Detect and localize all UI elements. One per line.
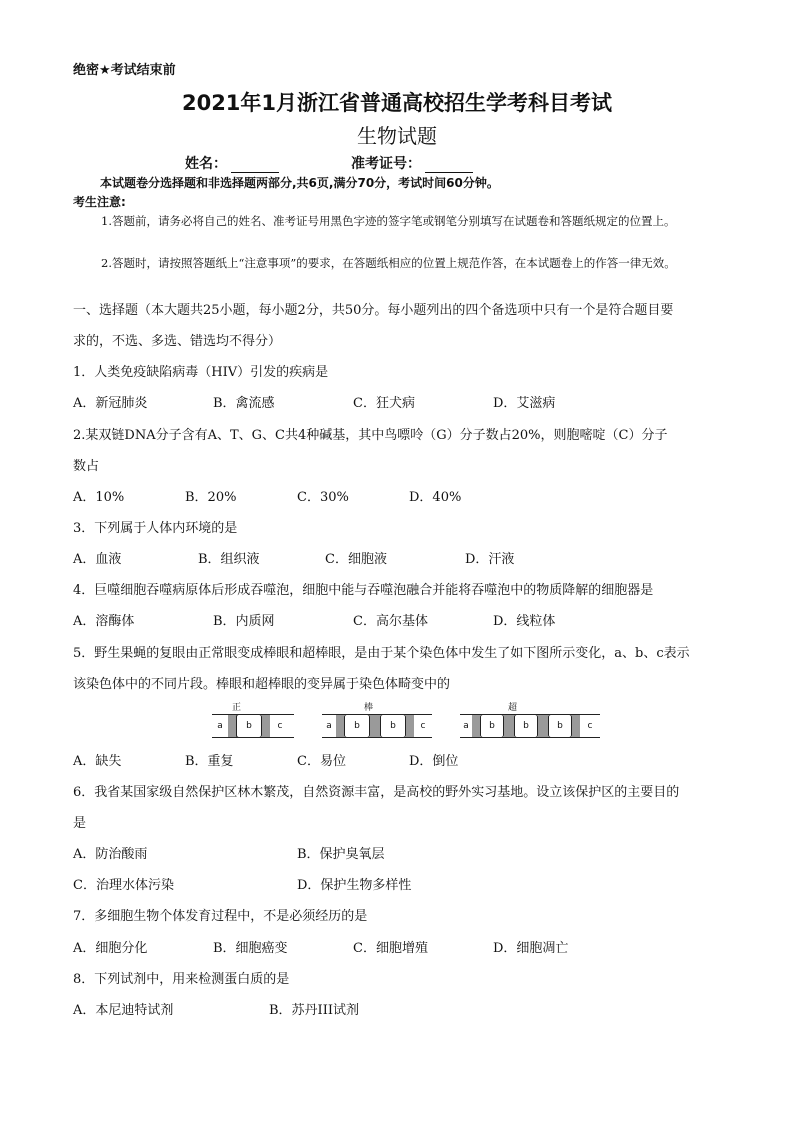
question-8: 8．下列试剂中，用来检测蛋白质的是: [73, 972, 290, 987]
segment-shade: [472, 715, 480, 737]
segment-shade: [504, 715, 514, 737]
option[interactable]: C．治理水体污染: [73, 878, 174, 893]
option[interactable]: B．细胞癌变: [213, 941, 288, 956]
bar-eye-label: 棒: [364, 703, 374, 713]
option[interactable]: D．汗液: [465, 552, 515, 567]
segment-a: a: [463, 721, 469, 731]
question-4: 4．巨噬细胞吞噬病原体后形成吞噬泡，细胞中能与吞噬泡融合并能将吞噬泡中的物质降解的细胞器是: [73, 583, 654, 598]
segment-b: b: [480, 714, 504, 738]
option[interactable]: A．新冠肺炎: [73, 396, 148, 411]
option[interactable]: D．倒位: [409, 754, 459, 769]
segment-c: c: [277, 721, 283, 731]
segment-shade: [228, 715, 236, 737]
option[interactable]: C．细胞液: [325, 552, 387, 567]
exam-number-field[interactable]: [425, 158, 473, 173]
name-label: 姓名：: [185, 156, 227, 172]
option[interactable]: B．组织液: [198, 552, 260, 567]
option[interactable]: D．线粒体: [493, 614, 556, 629]
question-3: 3．下列属于人体内环境的是: [73, 521, 238, 536]
option[interactable]: A．缺失: [73, 754, 122, 769]
option[interactable]: A．血液: [73, 552, 122, 567]
option[interactable]: D．40%: [409, 490, 462, 505]
chromosome-normal: [212, 714, 294, 738]
option[interactable]: B．20%: [185, 490, 237, 505]
segment-a: a: [217, 721, 223, 731]
question-1: 1．人类免疫缺陷病毒（HIV）引发的疾病是: [73, 365, 329, 380]
segment-b: b: [344, 714, 370, 738]
segment-c: c: [587, 721, 593, 731]
segment-a: a: [326, 721, 332, 731]
note-item: 1.答题前，请务必将自己的姓名、准考证号用黑色字迹的签字笔或钢笔分别填写在试题卷和答题纸规定的位置上。: [101, 214, 676, 228]
double-bar-eye-label: 超: [508, 703, 518, 713]
option[interactable]: B．内质网: [213, 614, 275, 629]
segment-b: b: [514, 714, 538, 738]
option[interactable]: C．30%: [297, 490, 349, 505]
question-6-cont: 是: [73, 816, 87, 831]
notes-heading: 考生注意:: [73, 195, 126, 209]
note-item: 2.答题时，请按照答题纸上“注意事项”的要求，在答题纸相应的位置上规范作答，在本试题卷上的作答一律无效。: [101, 256, 676, 270]
section-heading: 一、选择题（本大题共25小题，每小题2分，共50分。每小题列出的四个备选项中只有一个是符合题目要: [73, 303, 674, 318]
option[interactable]: B．保护臭氧层: [297, 847, 385, 862]
option[interactable]: B．禽流感: [213, 396, 275, 411]
confidential-mark: 绝密★考试结束前: [73, 63, 176, 78]
segment-shade: [406, 715, 414, 737]
segment-shade: [336, 715, 344, 737]
option[interactable]: A．细胞分化: [73, 941, 148, 956]
exam-number-label: 准考证号：: [351, 156, 421, 172]
question-7: 7．多细胞生物个体发育过程中，不是必须经历的是: [73, 909, 368, 924]
segment-b: b: [548, 714, 572, 738]
question-5: 5．野生果蝇的复眼由正常眼变成棒眼和超棒眼，是由于某个染色体中发生了如下图所示变化，a、b、c表示: [73, 646, 690, 661]
chromosome-bar: [322, 714, 432, 738]
option[interactable]: D．艾滋病: [493, 396, 556, 411]
candidate-info: [185, 153, 477, 173]
option[interactable]: D．保护生物多样性: [297, 878, 412, 893]
option[interactable]: B．苏丹III试剂: [269, 1003, 359, 1018]
segment-b: b: [380, 714, 406, 738]
name-field[interactable]: [231, 158, 279, 173]
option[interactable]: C．易位: [297, 754, 346, 769]
segment-shade: [370, 715, 380, 737]
segment-shade: [538, 715, 548, 737]
segment-c: c: [420, 721, 426, 731]
option[interactable]: C．高尔基体: [353, 614, 428, 629]
question-6: 6．我省某国家级自然保护区林木繁茂，自然资源丰富，是高校的野外实习基地。设立该保护区的主要目的: [73, 785, 680, 800]
segment-b: b: [236, 714, 262, 738]
option[interactable]: B．重复: [185, 754, 234, 769]
option[interactable]: C．狂犬病: [353, 396, 415, 411]
question-2-cont: 数占: [73, 459, 100, 474]
intro-text: 本试题卷分选择题和非选择题两部分,共6页,满分70分，考试时间60分钟。: [100, 176, 499, 190]
option[interactable]: D．细胞凋亡: [493, 941, 569, 956]
option[interactable]: A．溶酶体: [73, 614, 135, 629]
segment-shade: [572, 715, 580, 737]
option[interactable]: A．防治酸雨: [73, 847, 148, 862]
option[interactable]: A．本尼迪特试剂: [73, 1003, 174, 1018]
segment-shade: [262, 715, 270, 737]
chromosome-double-bar: [460, 714, 600, 738]
option[interactable]: A．10%: [73, 490, 125, 505]
exam-subtitle: 生物试题: [357, 124, 437, 148]
exam-title: 2021年1月浙江省普通高校招生学考科目考试: [181, 91, 613, 115]
question-5-cont: 该染色体中的不同片段。棒眼和超棒眼的变异属于染色体畸变中的: [73, 677, 451, 692]
section-heading-cont: 求的，不选、多选、错选均不得分）: [73, 334, 282, 349]
normal-eye-label: 正: [232, 703, 242, 713]
question-2: 2.某双链DNA分子含有A、T、G、C共4种碱基，其中鸟嘌呤（G）分子数占20%，则胞嘧啶（C）分子: [73, 428, 668, 443]
option[interactable]: C．细胞增殖: [353, 941, 428, 956]
